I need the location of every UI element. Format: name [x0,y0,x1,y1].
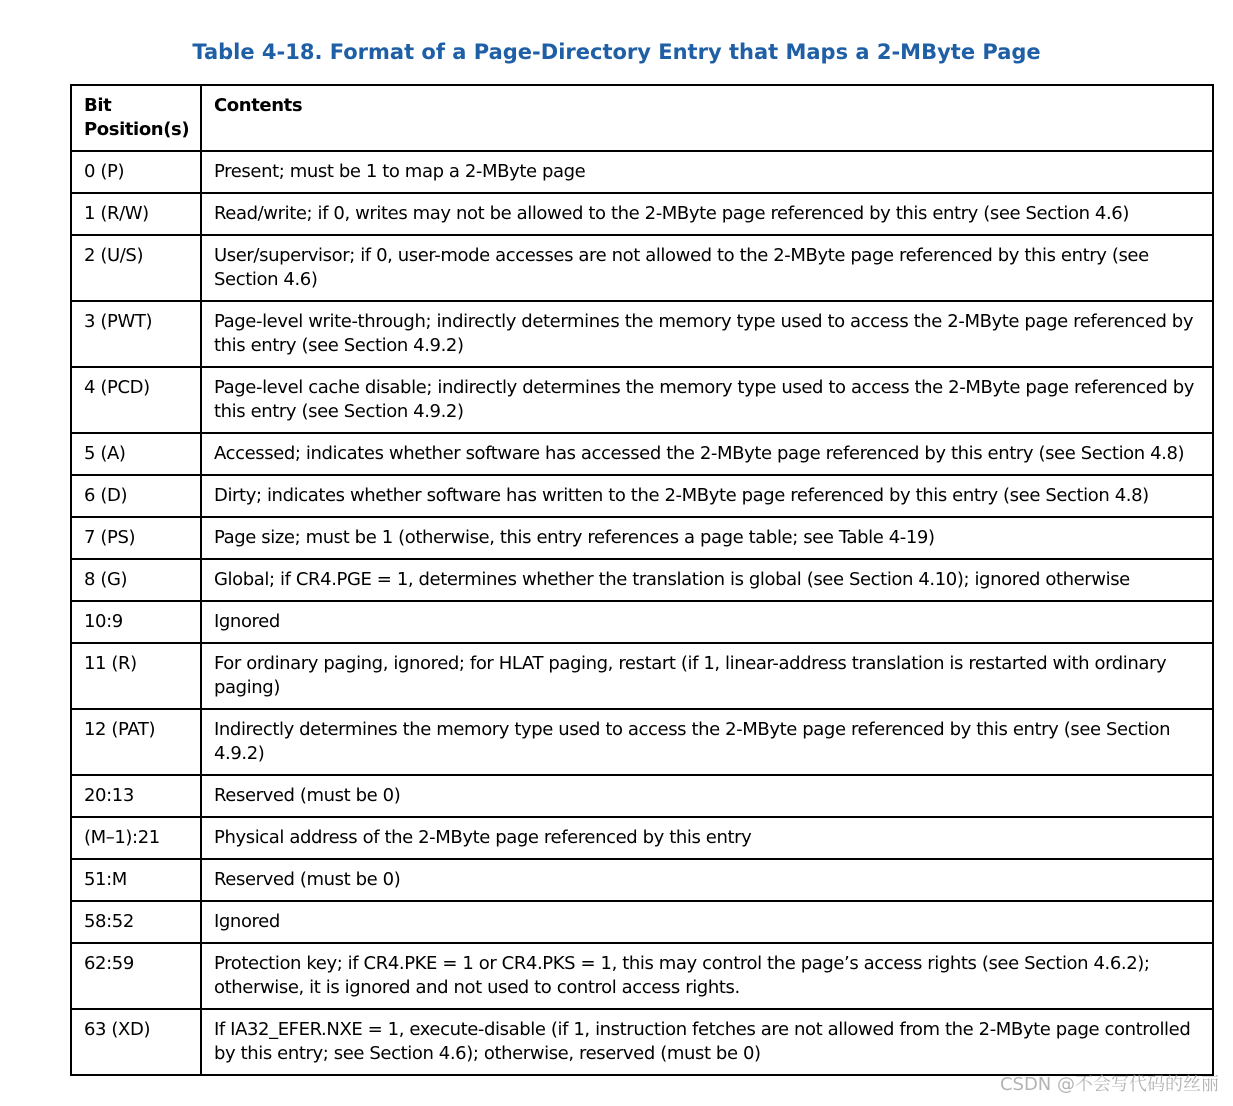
page-directory-entry-table [70,84,1214,1076]
bit-cell: 6 (D) [71,475,201,517]
bit-cell: (M–1):21 [71,817,201,859]
table-row [71,559,1213,601]
table-row [71,775,1213,817]
bit-cell: 11 (R) [71,643,201,709]
table-row [71,643,1213,709]
table-row [71,517,1213,559]
table-row [71,301,1213,367]
contents-cell: Read/write; if 0, writes may not be allowed to the 2-MByte page referenced by this entry (see Section 4.6) [201,193,1213,235]
bit-cell: 2 (U/S) [71,235,201,301]
bit-cell: 12 (PAT) [71,709,201,775]
bit-cell: 7 (PS) [71,517,201,559]
csdn-watermark: CSDN @不会写代码的丝丽 [999,1074,1219,1095]
table-row [71,817,1213,859]
bit-cell: 8 (G) [71,559,201,601]
contents-cell: If IA32_EFER.NXE = 1, execute-disable (if 1, instruction fetches are not allowed from the 2-MByte page controlled by this entry; see Section 4.6); otherwise, reserved (must be 0) [201,1009,1213,1075]
contents-cell: Page size; must be 1 (otherwise, this entry references a page table; see Table 4-19) [201,517,1213,559]
table-row [71,367,1213,433]
bit-cell: 5 (A) [71,433,201,475]
table-caption: Table 4-18. Format of a Page-Directory Entry that Maps a 2-MByte Page [192,40,1041,64]
table-row [71,943,1213,1009]
bit-cell: 20:13 [71,775,201,817]
contents-cell: Protection key; if CR4.PKE = 1 or CR4.PKS = 1, this may control the page’s access rights (see Section 4.6.2); otherwise, it is ignored and not used to control access rights. [201,943,1213,1009]
header-contents: Contents [201,85,1213,151]
contents-cell: For ordinary paging, ignored; for HLAT paging, restart (if 1, linear-address translation is restarted with ordinary paging) [201,643,1213,709]
contents-cell: Ignored [201,901,1213,943]
contents-cell: Accessed; indicates whether software has accessed the 2-MByte page referenced by this entry (see Section 4.8) [201,433,1213,475]
table-row [71,601,1213,643]
contents-cell: Indirectly determines the memory type used to access the 2-MByte page referenced by this entry (see Section 4.9.2) [201,709,1213,775]
bit-cell: 51:M [71,859,201,901]
table-row [71,151,1213,193]
bit-cell: 0 (P) [71,151,201,193]
table-row [71,235,1213,301]
contents-cell: Page-level cache disable; indirectly determines the memory type used to access the 2-MByte page referenced by this entry (see Section 4.9.2) [201,367,1213,433]
contents-cell: Ignored [201,601,1213,643]
bit-cell: 10:9 [71,601,201,643]
contents-cell: Page-level write-through; indirectly determines the memory type used to access the 2-MByte page referenced by this entry (see Section 4.9.2) [201,301,1213,367]
bit-cell: 4 (PCD) [71,367,201,433]
contents-cell: Dirty; indicates whether software has written to the 2-MByte page referenced by this entry (see Section 4.8) [201,475,1213,517]
table-header-row [71,85,1213,151]
bit-cell: 3 (PWT) [71,301,201,367]
bit-cell: 1 (R/W) [71,193,201,235]
bit-cell: 62:59 [71,943,201,1009]
table-row [71,193,1213,235]
table-row [71,475,1213,517]
contents-cell: Present; must be 1 to map a 2-MByte page [201,151,1213,193]
contents-cell: Physical address of the 2-MByte page referenced by this entry [201,817,1213,859]
table-row [71,433,1213,475]
contents-cell: Reserved (must be 0) [201,859,1213,901]
bit-cell: 63 (XD) [71,1009,201,1075]
header-bit-position: Bit Position(s) [71,85,201,151]
contents-cell: User/supervisor; if 0, user-mode accesses are not allowed to the 2-MByte page referenced by this entry (see Section 4.6) [201,235,1213,301]
table-row [71,901,1213,943]
table-row [71,709,1213,775]
contents-cell: Reserved (must be 0) [201,775,1213,817]
table-row [71,1009,1213,1075]
bit-cell: 58:52 [71,901,201,943]
table-row [71,859,1213,901]
contents-cell: Global; if CR4.PGE = 1, determines whether the translation is global (see Section 4.10); ignored otherwise [201,559,1213,601]
